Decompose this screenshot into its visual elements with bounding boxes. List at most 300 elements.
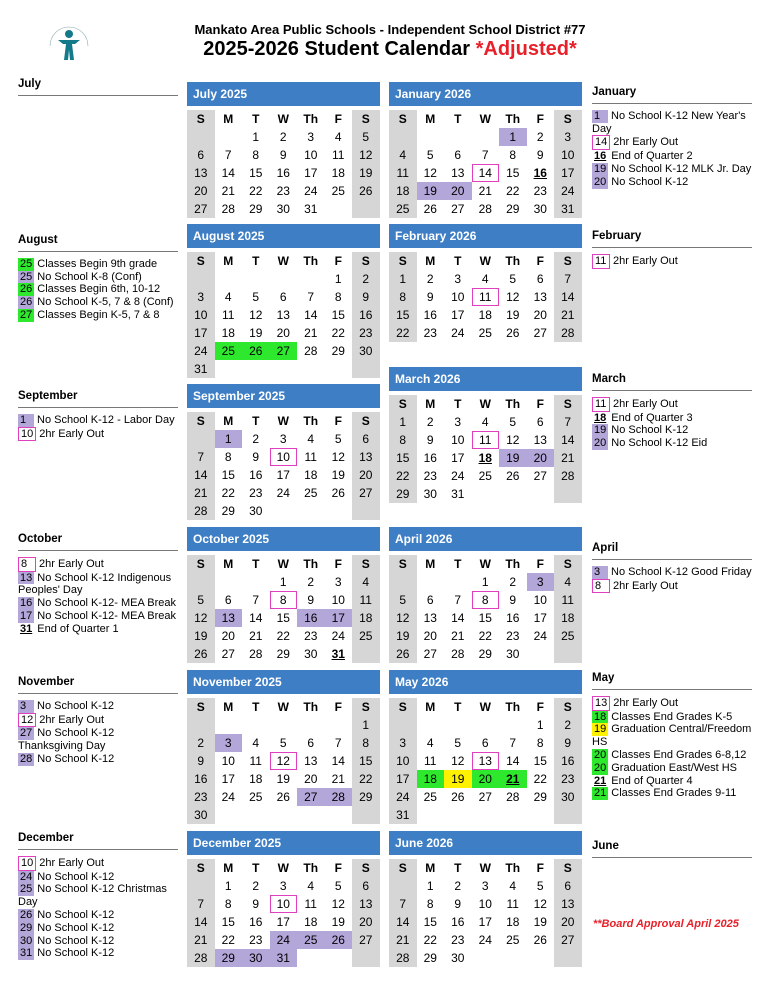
weekday-header: W [277,254,289,268]
event-description: Classes Begin K-5, 7 & 8 [37,308,160,321]
weekday-header: W [479,861,491,875]
calendar-day: 1 [352,716,380,734]
calendar-empty-cell [499,485,527,503]
weekday-header: T [454,700,462,714]
calendar-day: 28 [478,202,492,216]
section-divider [592,390,752,391]
calendar-day: 15 [533,754,547,768]
calendar-empty-cell [270,270,298,288]
calendar-day: 18 [417,770,445,788]
calendar-day: 22 [389,324,417,342]
weekday-header: M [223,557,234,571]
calendar-day: 17 [325,609,353,627]
weekday-header: T [454,254,462,268]
calendar-day: 1 [426,879,434,893]
calendar-day: 24 [304,184,318,198]
calendar-day: 24 [389,788,417,806]
calendar-day: 29 [478,647,492,661]
calendar-empty-cell [472,806,500,824]
weekday-header: Th [303,700,319,714]
calendar-day: 3 [307,130,315,144]
calendar-day: 10 [187,306,215,324]
calendar-day: 7 [454,593,462,607]
calendar-day: 6 [536,272,544,286]
section-month-heading: March [592,373,626,385]
weekday-header: T [252,112,260,126]
events-march [592,373,752,450]
calendar-empty-cell [297,270,325,288]
calendar-day: 26 [506,469,520,483]
calendar-day: 25 [389,200,417,218]
weekday-header: Th [505,397,521,411]
calendar-day: 29 [221,504,235,518]
calendar-day: 9 [426,290,434,304]
calendar-empty-cell [527,949,555,967]
weekday-header: F [334,861,342,875]
event-date: 18 [594,411,607,424]
event-date: 21 [594,774,607,787]
calendar-day: 28 [451,647,465,661]
event-description: End of Quarter 2 [611,150,693,163]
calendar-day: 3 [187,288,215,306]
calendar-day: 18 [304,915,318,929]
event-description: 2hr Early Out [39,427,105,440]
event-description: No School K-12 [37,908,115,921]
event-date: 18 [594,710,607,723]
calendar-day: 12 [389,609,417,627]
event-description: Classes End Grades 9-11 [611,787,737,800]
weekday-header: S [389,252,417,270]
section-divider [592,689,752,690]
calendar-day: 11 [249,754,262,768]
calendar-day: 10 [554,146,582,164]
calendar-day: 28 [187,949,215,967]
calendar-day: 16 [297,609,325,627]
weekday-header: S [554,110,582,128]
calendar-day: 1 [279,575,287,589]
weekday-header: S [352,110,380,128]
calendar-day: 15 [478,611,492,625]
calendar-empty-cell [187,430,215,448]
calendar-day: 30 [304,647,318,661]
events-december [18,832,178,960]
event-date: 12 [18,713,36,728]
calendar-empty-cell [215,573,243,591]
weekday-header: W [277,861,289,875]
calendar-empty-cell [417,573,445,591]
calendar-day: 7 [509,736,517,750]
event-date: 8 [18,557,36,572]
calendar-empty-cell [270,502,298,520]
calendar-day: 16 [423,308,437,322]
calendar-day: 31 [389,806,417,824]
calendar-day: 4 [509,879,517,893]
calendar-day: 29 [215,949,243,967]
weekday-header: W [277,700,289,714]
event-date: 11 [592,397,610,412]
calendar-day: 19 [506,308,520,322]
calendar-day: 16 [249,915,263,929]
calendar-day: 30 [554,788,582,806]
weekday-header: Th [303,861,319,875]
event-date: 21 [594,787,607,800]
event-date: 16 [594,150,607,163]
calendar-day: 22 [506,184,520,198]
calendar-day: 16 [187,770,215,788]
event-date: 11 [592,254,610,269]
calendar-day: 11 [472,288,500,306]
calendar-day: 8 [389,431,417,449]
calendar-day: 26 [389,645,417,663]
event-item [592,579,752,594]
calendar-day: 2 [426,415,434,429]
calendar-day: 19 [331,915,345,929]
event-item [18,283,178,296]
calendar-day: 7 [554,270,582,288]
event-description: 2hr Early Out [39,713,105,726]
calendar-day: 23 [533,184,547,198]
calendar-day: 11 [506,897,519,911]
calendar-day: 22 [276,629,290,643]
event-item [18,623,178,636]
calendar-day: 2 [554,716,582,734]
event-item [592,696,752,711]
calendar-day: 2 [426,272,434,286]
event-item [592,150,752,163]
district-name: Mankato Area Public Schools - Independent School District #77 [194,22,586,37]
calendar-day: 14 [389,913,417,931]
calendar-empty-cell [389,573,417,591]
calendar-day: 29 [249,202,263,216]
section-divider [18,407,178,408]
weekday-header: Th [303,557,319,571]
calendar-month-title: March 2026 [389,367,582,391]
calendar-day: 11 [554,591,582,609]
calendar-day: 9 [536,148,544,162]
event-description: No School K-12 Thanksgiving Day [18,727,115,753]
calendar-day: 16 [423,451,437,465]
weekday-header: S [554,698,582,716]
calendar-day: 12 [331,450,345,464]
event-item [592,163,752,176]
calendar-day: 24 [187,342,215,360]
section-divider [18,849,178,850]
calendar-day: 9 [252,450,260,464]
event-item [18,883,178,909]
calendar-day: 29 [533,790,547,804]
calendar-day: 1 [389,270,417,288]
calendar-day: 18 [352,609,380,627]
section-month-heading: January [592,86,637,98]
event-date: 31 [20,622,33,635]
calendar-day: 25 [249,790,263,804]
calendar-day: 9 [454,897,462,911]
event-description: 2hr Early Out [39,856,105,869]
calendar-day: 5 [509,415,517,429]
calendar-day: 14 [304,308,318,322]
calendar-day: 22 [221,933,235,947]
weekday-header: S [554,252,582,270]
calendar-day: 15 [221,468,235,482]
calendar-day: 11 [424,754,437,768]
calendar-day: 2 [352,270,380,288]
weekday-header: Th [505,112,521,126]
calendar-day: 20 [304,772,318,786]
calendar-empty-cell [325,716,353,734]
calendar-day: 21 [478,184,492,198]
calendar-empty-cell [444,806,472,824]
calendar-day: 20 [527,449,555,467]
event-description: End of Quarter 3 [611,411,693,424]
calendar-day: 14 [451,611,465,625]
section-month-heading: July [18,78,42,90]
event-item [592,437,752,450]
calendar-day: 29 [352,788,380,806]
calendar-empty-cell [242,716,270,734]
calendar-day: 4 [224,290,232,304]
event-item [592,787,752,800]
calendar-day: 10 [270,895,298,913]
calendar-empty-cell [297,502,325,520]
calendar-day: 30 [249,504,263,518]
calendar-day: 12 [249,308,263,322]
calendar-empty-cell [472,949,500,967]
calendar-day: 23 [423,469,437,483]
calendar-day: 10 [270,448,298,466]
event-description: No School K-12 Eid [611,437,708,450]
event-date: 20 [594,437,607,450]
calendar-day: 29 [331,344,345,358]
calendar-day: 2 [187,734,215,752]
event-description: No School K-12 MLK Jr. Day [611,162,752,175]
calendar-day: 30 [352,342,380,360]
event-description: 2hr Early Out [613,696,679,709]
calendar-month-title: January 2026 [389,82,582,106]
weekday-header: S [554,859,582,877]
calendar-day: 20 [472,770,500,788]
calendar-day: 2 [252,432,260,446]
calendar-day: 1 [389,413,417,431]
event-date: 27 [20,308,33,321]
calendar-day: 8 [426,897,434,911]
section-month-heading: May [592,672,615,684]
calendar-day: 24 [451,469,465,483]
event-description: No School K-12 [611,424,689,437]
calendar-day: 3 [554,128,582,146]
calendar-day: 24 [451,326,465,340]
events-october [18,533,178,636]
calendar-day: 4 [389,146,417,164]
event-item [592,749,752,762]
section-divider [592,247,752,248]
calendar-day: 2 [279,130,287,144]
calendar-day: 3 [334,575,342,589]
event-date: 17 [20,609,33,622]
weekday-header: M [223,861,234,875]
event-item [18,296,178,309]
event-item [18,700,178,713]
calendar-day: 20 [444,182,472,200]
calendar-day: 18 [249,772,263,786]
calendar-day: 16 [249,468,263,482]
weekday-header: Th [303,112,319,126]
weekday-header: Th [303,414,319,428]
calendar-day: 4 [426,736,434,750]
calendar-day: 20 [352,466,380,484]
calendar-day: 13 [352,895,380,913]
weekday-header: S [389,555,417,573]
calendar-day: 30 [276,202,290,216]
calendar-empty-cell [325,806,353,824]
calendar-empty-cell [472,716,500,734]
calendar-empty-cell [297,360,325,378]
calendar-month-title: September 2025 [187,384,380,408]
weekday-header: M [425,700,436,714]
calendar-day: 18 [478,451,492,465]
event-description: Classes Begin 6th, 10-12 [37,283,161,296]
calendar-day: 31 [451,487,465,501]
section-divider [18,251,178,252]
calendar-empty-cell [352,806,380,824]
calendar-empty-cell [554,485,582,503]
calendar-day: 5 [252,290,260,304]
section-month-heading: October [18,533,63,545]
calendar-day: 17 [221,772,235,786]
calendar-empty-cell [389,716,417,734]
calendar-empty-cell [325,360,353,378]
calendar-day: 20 [533,308,547,322]
calendar-day: 13 [187,164,215,182]
weekday-header: W [479,700,491,714]
calendar-day: 17 [451,308,465,322]
events-july [18,78,178,102]
calendar-day: 14 [554,288,582,306]
event-date: 20 [594,761,607,774]
calendar-day: 10 [304,148,318,162]
event-description: No School K-12 [37,752,115,765]
calendar-day: 8 [536,736,544,750]
calendar-day: 17 [478,915,492,929]
calendar-day: 26 [506,326,520,340]
event-description: No School K-12 Indigenous Peoples' Day [18,571,172,597]
calendar-day: 6 [454,148,462,162]
calendar-day: 22 [249,184,263,198]
weekday-header: S [352,252,380,270]
calendar-day: 13 [352,448,380,466]
section-divider [18,550,178,551]
calendar-day: 14 [554,431,582,449]
calendar-day: 25 [506,933,520,947]
weekday-header: M [425,254,436,268]
calendar-day: 6 [224,593,232,607]
event-item [18,856,178,871]
event-date: 19 [594,424,607,437]
calendar-day: 29 [506,202,520,216]
calendar-empty-cell [554,806,582,824]
calendar-day: 13 [276,308,290,322]
event-date: 28 [20,752,33,765]
calendar-day: 25 [478,469,492,483]
calendar-day: 1 [536,718,544,732]
events-january [592,86,752,189]
calendar-month-title: December 2025 [187,831,380,855]
event-description: Classes Begin 9th grade [37,257,158,270]
calendar-title: 2025-2026 Student Calendar *Adjusted* [203,38,577,60]
calendar-day: 19 [389,627,417,645]
calendar-day: 13 [304,754,318,768]
weekday-header: Th [505,254,521,268]
calendar-day: 11 [332,148,345,162]
calendar-day: 14 [506,754,520,768]
calendar-empty-cell [325,502,353,520]
event-description: No School K-12 - Labor Day [37,413,175,426]
weekday-header: M [223,700,234,714]
calendar-day: 11 [472,431,500,449]
event-date: 26 [20,283,33,296]
calendar-day: 3 [454,272,462,286]
calendar-day: 7 [224,148,232,162]
calendar-day: 12 [423,166,437,180]
event-item [592,723,752,749]
weekday-header: M [223,414,234,428]
event-item [18,597,178,610]
calendar-day: 6 [187,146,215,164]
weekday-header: Th [505,861,521,875]
calendar-day: 12 [451,754,465,768]
event-item [18,572,178,598]
calendar-empty-cell [242,360,270,378]
calendar-day: 17 [389,770,417,788]
adjusted-label: *Adjusted* [475,38,577,60]
event-date: 3 [592,566,608,579]
weekday-header: S [352,555,380,573]
calendar-day: 10 [533,593,547,607]
calendar-june-2026 [389,831,582,967]
calendar-day: 19 [352,164,380,182]
event-date: 10 [18,856,36,871]
event-description: 2hr Early Out [39,557,104,570]
event-date: 25 [20,883,33,896]
calendar-day: 8 [224,897,232,911]
calendar-day: 9 [252,897,260,911]
event-description: No School K-12 [37,870,115,883]
district-logo [44,16,94,68]
calendar-day: 20 [423,629,437,643]
calendar-day: 8 [224,450,232,464]
calendar-day: 2 [536,130,544,144]
section-divider [18,693,178,694]
calendar-day: 21 [499,770,527,788]
calendar-empty-cell [215,270,243,288]
calendar-day: 6 [352,877,380,895]
calendar-day: 30 [451,951,465,965]
calendar-day: 28 [506,790,520,804]
weekday-header: M [223,254,234,268]
calendar-day: 24 [331,629,345,643]
calendar-day: 26 [451,790,465,804]
event-item [18,258,178,271]
weekday-header: F [536,112,544,126]
calendar-day: 19 [499,449,527,467]
calendar-day: 12 [270,752,298,770]
calendar-day: 15 [423,915,437,929]
calendar-day: 15 [506,166,520,180]
calendar-empty-cell [187,573,215,591]
calendar-day: 27 [533,469,547,483]
event-description: No School K-12 [37,921,115,934]
weekday-header: S [187,698,215,716]
calendar-day: 28 [389,949,417,967]
